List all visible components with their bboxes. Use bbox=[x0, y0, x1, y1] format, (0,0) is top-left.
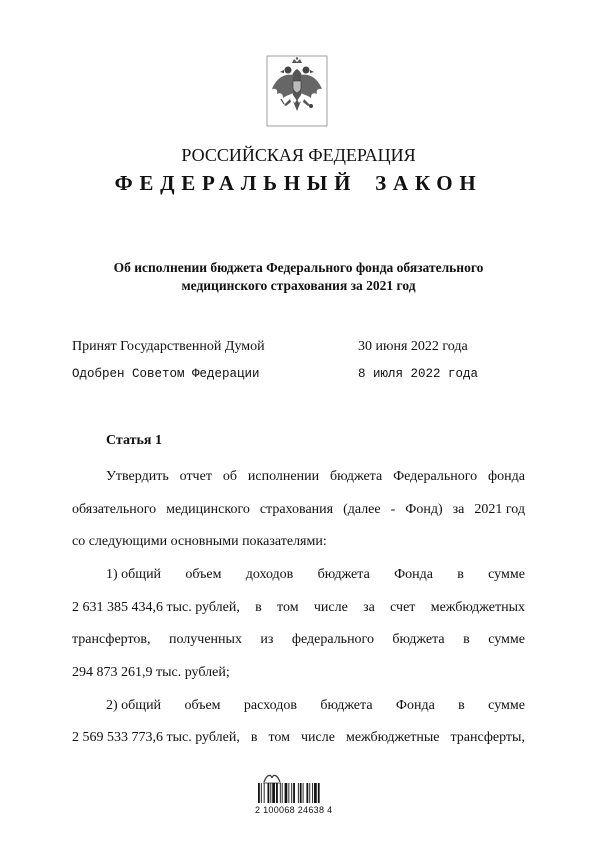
body-word: бюджета bbox=[329, 469, 383, 484]
body-word: сумме bbox=[488, 698, 525, 713]
law-title-line-1: Об исполнении бюджета Федерального фонда обязательного bbox=[113, 260, 484, 275]
body-word: в bbox=[458, 698, 465, 713]
body-word: расходов bbox=[243, 698, 297, 713]
body-word: полученных bbox=[169, 632, 242, 647]
body-word: межбюджетные bbox=[345, 730, 440, 745]
body-word: из bbox=[260, 632, 274, 647]
body-line bbox=[72, 502, 525, 522]
body-word: трансфертов, bbox=[72, 632, 151, 647]
body-word: (далее bbox=[343, 502, 381, 517]
body-line bbox=[72, 730, 525, 750]
body-word: доходов bbox=[245, 567, 294, 582]
council-approval-date: 8 июля 2022 года bbox=[358, 367, 479, 381]
body-word: трансферты, bbox=[450, 730, 525, 745]
body-word: исполнении bbox=[247, 469, 320, 484]
body-word: обязательного bbox=[72, 502, 157, 517]
body-word: 2) общий bbox=[106, 698, 162, 713]
body-word: бюджета bbox=[317, 567, 370, 582]
body-word: в bbox=[255, 600, 262, 615]
document-type-word-2: ЗАКОН bbox=[375, 171, 483, 195]
body-word: 294 873 261,9 тыс. рублей; bbox=[72, 665, 230, 680]
body-line bbox=[72, 632, 525, 652]
council-approval-label: Одобрен Советом Федерации bbox=[72, 367, 260, 381]
body-word: - bbox=[390, 502, 396, 517]
body-word: в bbox=[250, 730, 258, 745]
body-word: Фонда bbox=[394, 567, 433, 582]
body-word: за bbox=[452, 502, 465, 517]
country-name: РОССИЙСКАЯ ФЕДЕРАЦИЯ bbox=[181, 145, 416, 165]
double-headed-eagle-icon bbox=[266, 55, 328, 127]
body-line bbox=[72, 665, 525, 685]
body-word: Утвердить bbox=[106, 469, 169, 484]
body-word: в bbox=[463, 632, 470, 647]
body-word: том bbox=[268, 730, 290, 745]
body-word: за bbox=[363, 600, 375, 615]
body-word: 1) общий bbox=[106, 567, 162, 582]
law-title-line-2: медицинского страхования за 2021 год bbox=[181, 278, 416, 293]
body-word: объем bbox=[184, 698, 221, 713]
body-line bbox=[72, 469, 525, 489]
body-word: об bbox=[222, 469, 237, 484]
law-title bbox=[60, 259, 537, 295]
body-word: объем bbox=[185, 567, 222, 582]
body-word: числе bbox=[301, 730, 335, 745]
body-word: бюджета bbox=[392, 632, 445, 647]
body-word: том bbox=[277, 600, 299, 615]
body-word: федерального bbox=[291, 632, 374, 647]
body-word: со следующими основными показателями: bbox=[72, 534, 327, 549]
body-word: Фонда bbox=[395, 698, 435, 713]
document-type bbox=[0, 171, 597, 196]
body-word: 2 631 385 434,6 тыс. рублей, bbox=[72, 600, 240, 615]
article-heading: Статья 1 bbox=[106, 433, 162, 448]
body-word: сумме bbox=[488, 567, 525, 582]
body-word: Федерального bbox=[393, 469, 478, 484]
body-word: отчет bbox=[179, 469, 212, 484]
body-word: бюджета bbox=[320, 698, 373, 713]
state-emblem bbox=[266, 55, 328, 127]
body-line bbox=[72, 698, 525, 718]
body-word: межбюджетных bbox=[430, 600, 525, 615]
body-word: в bbox=[457, 567, 464, 582]
document-type-word-1: ФЕДЕРАЛЬНЫЙ bbox=[114, 171, 358, 195]
body-line bbox=[72, 600, 525, 620]
body-word: Фонд) bbox=[405, 502, 443, 517]
body-word: счет bbox=[390, 600, 416, 615]
body-word: 2021 год bbox=[474, 502, 525, 517]
body-line bbox=[72, 567, 525, 587]
body-word: медицинского bbox=[166, 502, 250, 517]
body-word: числе bbox=[313, 600, 348, 615]
body-word: 2 569 533 773,6 тыс. рублей, bbox=[72, 730, 240, 745]
duma-adoption-date: 30 июня 2022 года bbox=[358, 339, 468, 354]
body-word: фонда bbox=[488, 469, 525, 484]
barcode-bars bbox=[256, 783, 344, 805]
barcode-number: 2 100068 24638 4 bbox=[255, 805, 333, 815]
duma-adoption-label: Принят Государственной Думой bbox=[72, 339, 265, 354]
body-word: страхования bbox=[259, 502, 334, 517]
body-line bbox=[72, 534, 525, 554]
body-word: сумме bbox=[488, 632, 525, 647]
